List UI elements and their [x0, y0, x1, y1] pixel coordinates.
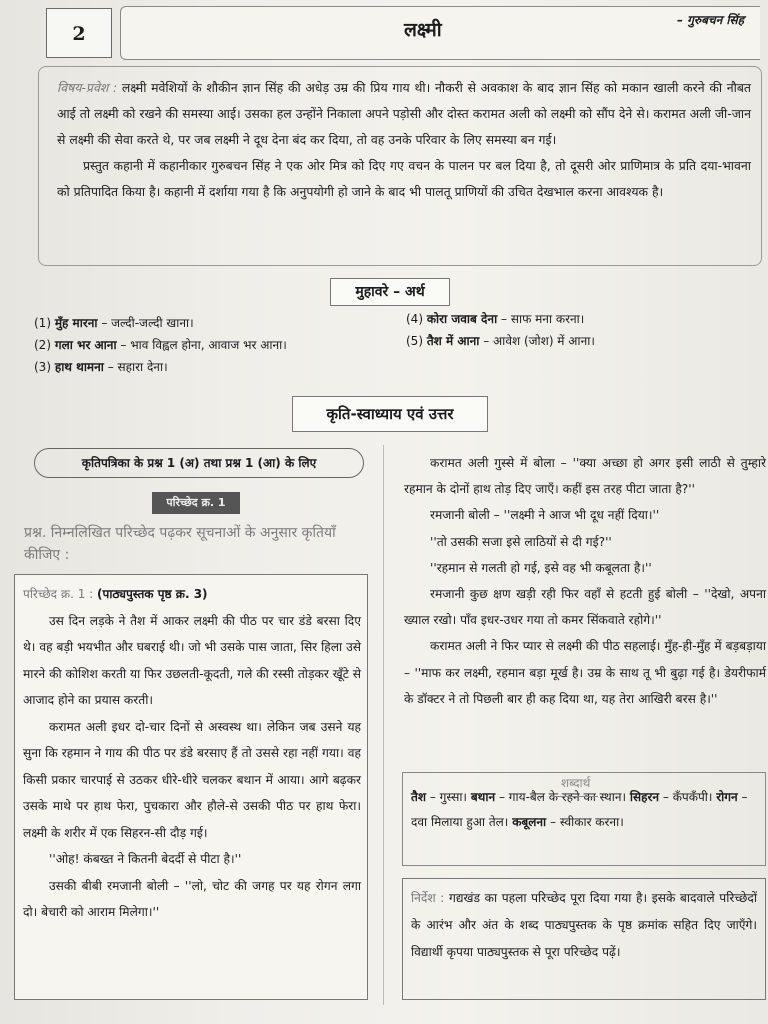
idiom-num: (1)	[34, 316, 51, 330]
gloss-term: तैश	[411, 790, 427, 804]
passage-para: उस दिन लड़के ने तैश में आकर लक्ष्मी की पीठ पर चार डंडे बरसा दिए थे। वह बड़ी भयभीत और घबराई थी। जो भी उसके पास जाता, सिर हिला उसे मारने की कोशिश करती या फिर उछलती-कूदती, गले की रस्सी तोड़कर खूँटे से आजाद होने का प्रयास करती।	[23, 613, 361, 707]
right-column	[404, 450, 766, 712]
idiom-meaning: – साफ मना करना।	[501, 312, 585, 326]
passage-ref-label: परिच्छेद क्र. 1 :	[23, 587, 94, 601]
idiom-term: कोरा जवाब देना	[426, 312, 498, 326]
passage-ref-source: (पाठ्यपुस्तक पृष्ठ क्र. 3)	[97, 587, 208, 601]
idiom-term: मुँह मारना	[54, 316, 98, 330]
passage-ref	[23, 581, 361, 608]
kriti-heading: कृति-स्वाध्याय एवं उत्तर	[292, 396, 488, 432]
idiom-meaning: – सहारा देना।	[107, 360, 168, 374]
passage-box	[14, 574, 368, 1000]
idiom-item	[406, 330, 595, 352]
story-para: रमजानी कुछ क्षण खड़ी रही फिर वहाँ से हटती हुई बोली – ''देखो, अपना ख्याल रखो। पाँव इधर-उधर गया तो कमर सिंकवाते रहोगे।''	[404, 587, 766, 628]
intro-para-1	[57, 75, 751, 153]
idiom-num: (2)	[34, 338, 51, 352]
idiom-term: हाथ थामना	[54, 360, 104, 374]
idiom-meaning: – आवेश (जोश) में आना।	[483, 334, 595, 348]
story-para: ''तो उसकी सजा इसे लाठियों से दी गई?''	[430, 534, 612, 549]
gloss-meaning: – स्वीकार करना।	[550, 815, 624, 829]
idioms-heading: मुहावरे – अर्थ	[330, 278, 450, 306]
question-instruction: प्रश्न. निम्नलिखित परिच्छेद पढ़कर सूचनाओं के अनुसार कृतियाँ कीजिए :	[24, 525, 336, 563]
idiom-num: (3)	[34, 360, 51, 374]
note-text: गद्यखंड का पहला परिच्छेद पूरा दिया गया है। इसके बादवाले परिच्छेदों के आरंभ और अंत के शब्द पाठ्यपुस्तक के पृष्ठ क्रमांक सहित दिए जाएँगे। विद्यार्थी कृपया पाठ्यपुस्तक से पूरा परिच्छेद पढ़ें।	[411, 891, 757, 959]
idiom-meaning: – भाव विह्वल होना, आवाज भर आना।	[120, 338, 287, 352]
intro-text-1: लक्ष्मी मवेशियों के शौकीन ज्ञान सिंह की अधेड़ उम्र की प्रिय गाय थी। नौकरी से अवकाश के बाद ज्ञान सिंह को मकान खाली करने की नौबत आई तो लक्ष्मी को रखने की समस्या आई। उसका हल उन्होंने निकाला अपने पड़ोसी और दोस्त करामत अली को लक्ष्मी को सौंप देने से। करामत अली जी-जान से लक्ष्मी की सेवा करते थे, पर जब लक्ष्मी ने दूध देना बंद कर दिया, तो वह उनके परिवार के लिए समस्या बन गई।	[57, 80, 751, 147]
column-divider	[383, 445, 384, 1005]
story-para: करामत अली गुस्से में बोला – ''क्या अच्छा हो अगर इसी लाठी से तुम्हारे रहमान के दोनों हाथ तोड़ दिए जाएँ। कहीं इस तरह पीटा जाता है?''	[404, 456, 766, 497]
passage-para: उसकी बीबी रमजानी बोली – ''लो, चोट की जगह पर यह रोगन लगा दो। बेचारी को आराम मिलेगा।''	[23, 878, 361, 919]
gloss-term: रोगन	[716, 790, 738, 804]
gloss-term: सिहरन	[629, 790, 660, 804]
story-para: रमजानी बोली – ''लक्ष्मी ने आज भी दूध नहीं दिया।''	[430, 508, 660, 523]
gloss-meaning: – दवा मिलाया हुआ तेल।	[411, 790, 748, 829]
author: – गुरुबचन सिंह	[676, 13, 744, 27]
passage-badge: परिच्छेद क्र. 1	[152, 492, 240, 514]
intro-label: विषय-प्रवेश :	[57, 80, 118, 95]
glossary-label: शब्दार्थ	[553, 771, 598, 797]
idiom-meaning: – जल्दी-जल्दी खाना।	[101, 316, 194, 330]
note-box	[402, 878, 766, 1000]
idiom-item	[34, 312, 287, 334]
gloss-meaning: – कँपकँपी।	[662, 790, 713, 804]
question-ref-pill: कृतिपत्रिका के प्रश्न 1 (अ) तथा प्रश्न 1 (आ) के लिए	[34, 448, 364, 478]
gloss-meaning: – गाय-बैल के रहने का स्थान।	[498, 790, 627, 804]
idioms-left	[34, 312, 287, 378]
idiom-term: गला भर आना	[54, 338, 117, 352]
idiom-item	[34, 334, 287, 356]
idiom-term: तैश में आना	[426, 334, 480, 348]
idiom-item	[406, 308, 595, 330]
intro-box	[38, 66, 762, 266]
idiom-num: (4)	[406, 312, 423, 326]
gloss-term: कबूलना	[512, 815, 547, 829]
story-para: करामत अली ने फिर प्यार से लक्ष्मी की पीठ सहलाई। मुँह-ही-मुँह में बड़बड़ाया – ''माफ कर लक्ष्मी, रहमान बड़ा मूर्ख है। उम्र के साथ तू भी बुढ़ा गई है। डेयरीफार्म के डॉक्टर ने तो पिछली बार ही कह दिया था, यह तेरा आखिरी बरस है।''	[404, 639, 766, 706]
story-para: ''रहमान से गलती हो गई, इसे वह भी कबूलता है।''	[430, 560, 652, 575]
passage-para: ''ओह! कंबख्त ने कितनी बेदर्दी से पीटा है।''	[49, 852, 242, 866]
passage-para: करामत अली इधर दो-चार दिनों से अस्वस्थ था। लेकिन जब उसने यह सुना कि रहमान ने गाय की पीठ पर डंडे बरसाए हैं तो उससे रहा नहीं गया। वह किसी प्रकार चारपाई से उठकर धीरे-धीरे चलकर बथान में आया। आगे बढ़कर उसके माथे पर हाथ फेरा, पुचकारा और हौले-से उसकी पीठ पर हाथ फेरा। लक्ष्मी के शरीर में एक सिहरन-सी दौड़ गई।	[23, 719, 361, 840]
page-title: लक्ष्मी	[404, 19, 442, 41]
gloss-meaning: – गुस्सा।	[429, 790, 467, 804]
idioms-right	[406, 308, 595, 352]
gloss-term: बथान	[470, 790, 496, 804]
glossary-box	[402, 772, 766, 866]
note-label: निर्देश :	[411, 891, 445, 905]
chapter-number: 2	[46, 8, 112, 58]
idiom-num: (5)	[406, 334, 423, 348]
idiom-item	[34, 356, 287, 378]
intro-para-2: प्रस्तुत कहानी में कहानीकार गुरुबचन सिंह ने एक ओर मित्र को दिए गए वचन के पालन पर बल दिया है, तो दूसरी ओर प्राणिमात्र के प्रति दया-भावना को प्रतिपादित किया है। कहानी में दर्शाया गया है कि अनुपयोगी हो जाने के बाद भी पालतू प्राणियों की उचित देखभाल करना आवश्यक है।	[57, 158, 751, 199]
